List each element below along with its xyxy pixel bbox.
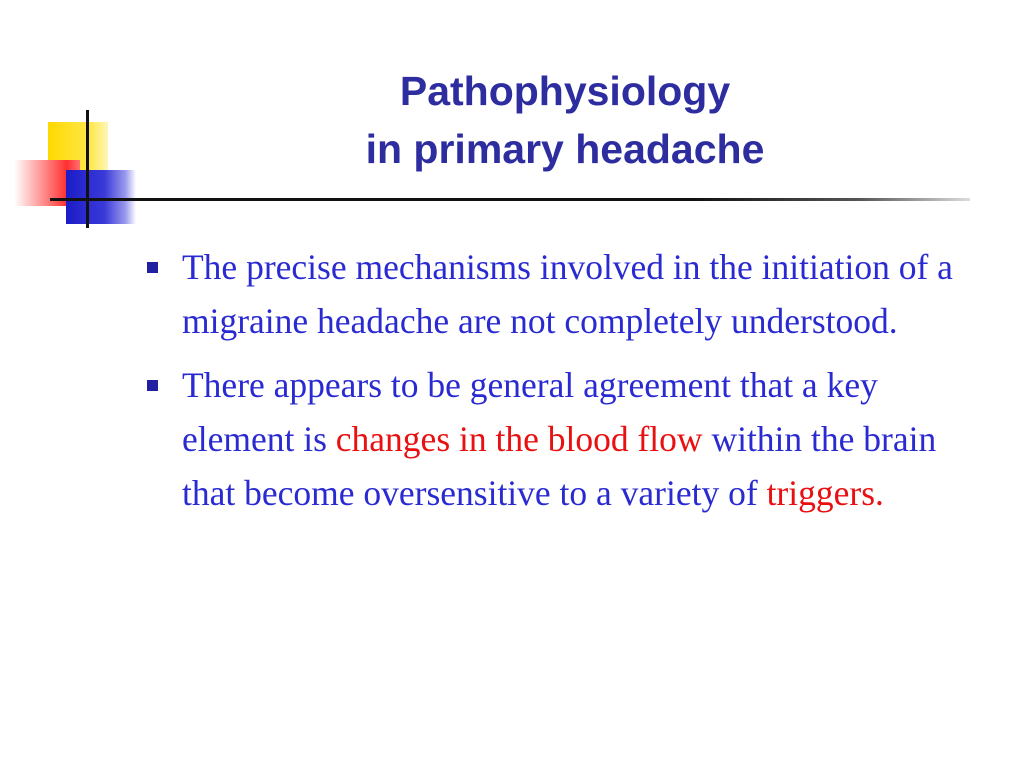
bullet-list bbox=[144, 240, 994, 530]
bullet-2-highlight-triggers: triggers. bbox=[766, 473, 884, 513]
bullet-item-2 bbox=[144, 358, 994, 520]
blue-square-shape bbox=[66, 170, 136, 224]
corner-squares-logo-icon bbox=[0, 0, 160, 240]
bullet-2-text-part-2: within the brain that become oversensitive to a variety of bbox=[182, 419, 937, 513]
slide-title-line-1: Pathophysiology bbox=[399, 68, 731, 114]
slide-title-line-2: in primary headache bbox=[365, 126, 765, 172]
bullet-2-text-part-1: There appears to be general agreement that a key element is bbox=[182, 365, 878, 459]
bullet-item-1 bbox=[144, 240, 994, 348]
vertical-rule bbox=[86, 110, 89, 228]
slide-title bbox=[200, 62, 930, 178]
title-underline-rule bbox=[50, 198, 970, 201]
bullet-2-highlight-blood-flow: changes in the blood flow bbox=[335, 419, 703, 459]
bullet-1-text: The precise mechanisms involved in the initiation of a migraine headache are not completely understood. bbox=[182, 247, 953, 341]
square-bullet-icon bbox=[147, 262, 158, 273]
square-bullet-icon bbox=[147, 380, 158, 391]
